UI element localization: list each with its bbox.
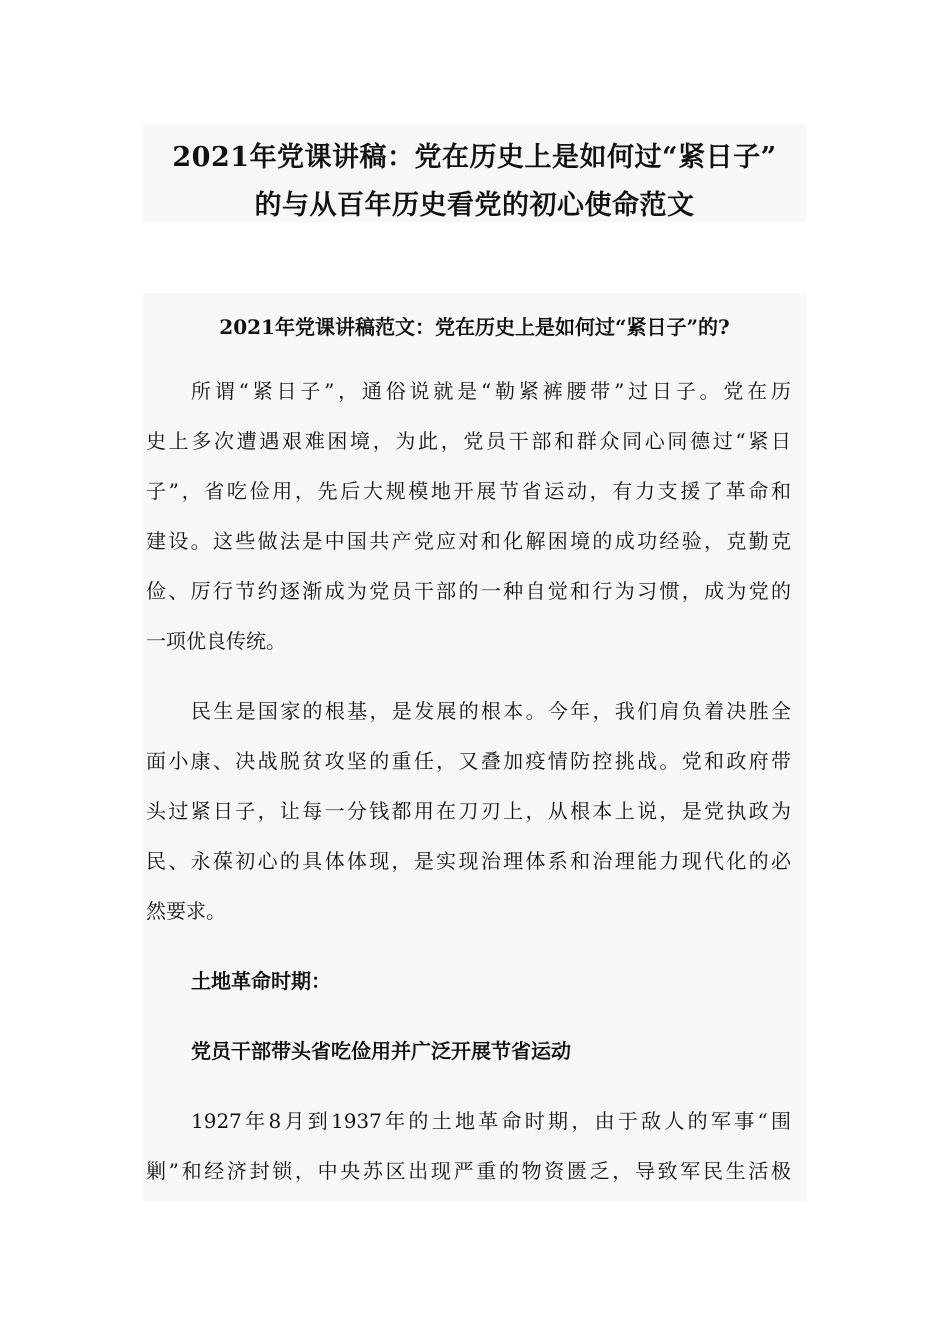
- document-body: [143, 293, 806, 1201]
- document-title-line-2: 的与从百年历史看党的初心使命范文: [254, 190, 695, 221]
- section-heading-period: 土地革命时期：: [191, 969, 331, 993]
- paragraph-2-line: 然要求。: [146, 899, 226, 923]
- document-title-line-1: 2021年党课讲稿：党在历史上是如何过“紧日子”: [172, 142, 777, 173]
- paragraph-2-line: 头过紧日子，让每一分钱都用在刀刃上，从根本上说，是党执政为: [146, 799, 791, 823]
- paragraph-1-line: 建设。这些做法是中国共产党应对和化解困境的成功经验，克勤克: [146, 529, 791, 553]
- section-subtitle: 2021年党课讲稿范文：党在历史上是如何过“紧日子”的?: [219, 315, 730, 339]
- paragraph-1-line: 一项优良传统。: [146, 629, 286, 653]
- paragraph-2-line: 面小康、决战脱贫攻坚的重任，又叠加疫情防控挑战。党和政府带: [146, 749, 791, 773]
- paragraph-1-line: 子”，省吃俭用，先后大规模地开展节省运动，有力支援了革命和: [146, 479, 791, 503]
- section-heading-topic: 党员干部带头省吃俭用并广泛开展节省运动: [191, 1039, 571, 1063]
- paragraph-3-line: 1927年8月到1937年的土地革命时期，由于敌人的军事“围: [191, 1109, 791, 1133]
- document-title-block: [143, 124, 806, 222]
- paragraph-1-line: 所谓“紧日子”，通俗说就是“勒紧裤腰带”过日子。党在历: [191, 379, 791, 403]
- paragraph-1-line: 俭、厉行节约逐渐成为党员干部的一种自觉和行为习惯，成为党的: [146, 579, 791, 603]
- paragraph-2-line: 民、永葆初心的具体体现，是实现治理体系和治理能力现代化的必: [146, 849, 791, 873]
- paragraph-1-line: 史上多次遭遇艰难困境，为此，党员干部和群众同心同德过“紧日: [146, 429, 791, 453]
- paragraph-3-line: 剿”和经济封锁，中央苏区出现严重的物资匮乏，导致军民生活极: [146, 1159, 791, 1183]
- paragraph-2-line: 民生是国家的根基，是发展的根本。今年，我们肩负着决胜全: [191, 699, 791, 723]
